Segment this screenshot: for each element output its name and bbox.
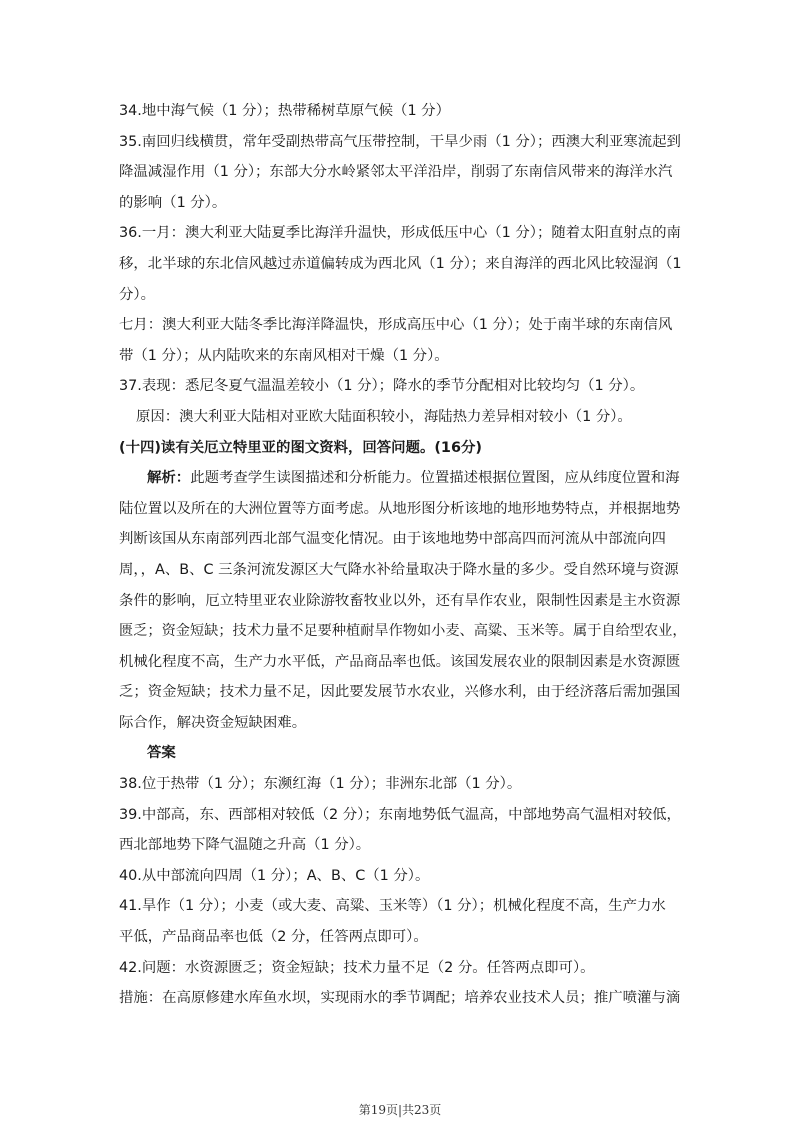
answer-41-line-2: 平低，产品商品率也低（2 分，任答两点即可）。 [119,929,428,946]
answer-35-line-1: 35.南回归线横贯，常年受副热带高气压带控制，干旱少雨（1 分）；西澳大利亚寒流起到 [119,133,681,150]
answer-40: 40.从中部流向四周（1 分）；A、B、C（1 分）。 [119,867,430,884]
analysis-line-1 [119,463,694,494]
answer-37-line-2: 原因：澳大利亚大陆相对亚欧大陆面积较小，海陆热力差异相对较小（1 分）。 [136,408,632,425]
analysis-line-8: 乏；资金短缺；技术力量不足，因此要发展节水农业，兴修水利，由于经济落后需加强国 [119,684,681,701]
answer-42-line-2: 措施：在高原修建水库鱼水坝，实现雨水的季节调配；培养农业技术人员；推广喷灌与滴 [119,990,681,1007]
analysis-line-7: 机械化程度不高，生产力水平低，产品商品率也低。该国发展农业的限制因素是水资源匮 [119,653,681,670]
answer-39-line-1: 39.中部高，东、西部相对较低（2 分）；东南地势低气温高，中部地势高气温相对较低， [119,806,681,823]
answer-41-line-1: 41.旱作（1 分）；小麦（或大麦、高粱、玉米等）（1 分）；机械化程度不高，生产力水 [119,898,666,915]
answer-36-line-1: 36.一月：澳大利亚大陆夏季比海洋升温快，形成低压中心（1 分）；随着太阳直射点的南 [119,225,681,242]
analysis-line-6: 匮乏；资金短缺；技术力量不足要种植耐旱作物如小麦、高粱、玉米等。属于自给型农业， [119,623,687,640]
answer-34: 34.地中海气候（1 分）；热带稀树草原气候（1 分） [119,103,450,119]
answer-36-line-3: 分）。 [119,286,155,303]
analysis-line-2: 陆位置以及所在的大洲位置等方面考虑。从地形图分析该地的地形地势特点，并根据地势 [119,500,681,517]
answer-35-line-3: 的影响（1 分）。 [119,194,227,211]
answer-36-july-line-1: 七月：澳大利亚大陆冬季比海洋降温快，形成高压中心（1 分）；处于南半球的东南信风 [119,317,673,334]
analysis-text: 此题考查学生读图描述和分析能力。位置描述根据位置图，应从纬度位置和海 [190,470,680,487]
answer-heading: 答案 [147,745,176,762]
page-footer: 第19页|共23页 [358,1103,442,1117]
answer-39-line-2: 西北部地势下降气温随之升高（1 分）。 [119,837,371,854]
analysis-line-5: 条件的影响，厄立特里亚农业除游牧畜牧业以外，还有旱作农业，限制性因素是主水资源 [119,592,681,609]
analysis-line-3: 判断该国从东南部列西北部气温变化情况。由于该地地势中部高四而河流从中部流向四 [119,531,666,548]
analysis-label: 解析： [147,470,191,487]
answer-37-line-1: 37.表现：悉尼冬夏气温温差较小（1 分）；降水的季节分配相对比较均匀（1 分）。 [119,378,645,395]
answer-36-july-line-2: 带（1 分）；从内陆吹来的东南风相对干燥（1 分）。 [119,347,449,364]
page-body [119,96,694,1014]
answer-35-line-2: 降温减湿作用（1 分）；东部大分水岭紧邻太平洋沿岸，削弱了东南信风带来的海洋水汽 [119,164,673,181]
analysis-line-9: 际合作，解决资金短缺困难。 [119,714,307,731]
section-heading: (十四)读有关厄立特里亚的图文资料，回答问题。(16分) [119,439,482,456]
answer-42-line-1: 42.问题：水资源匮乏；资金短缺；技术力量不足（2 分。任答两点即可）。 [119,959,595,976]
answer-36-line-2: 移，北半球的东北信风越过赤道偏转成为西北风（1 分）；来自海洋的西北风比较湿润（1 [119,255,682,272]
answer-38: 38.位于热带（1 分）；东濒红海（1 分）；非洲东北部（1 分）。 [119,776,522,793]
analysis-line-4: 周，，A、B、C 三条河流发源区大气降水补给量取决于降水量的多少。受自然环境与资源 [119,561,679,578]
